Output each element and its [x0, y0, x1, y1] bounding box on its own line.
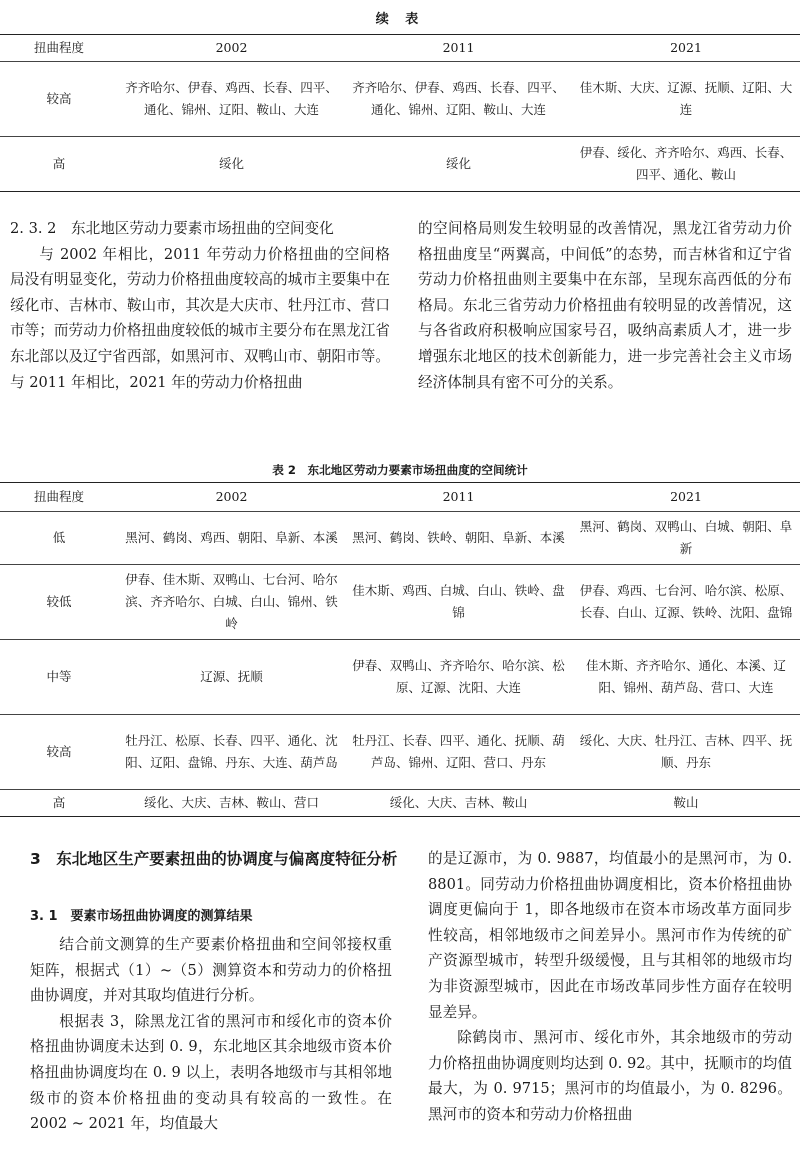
- city-list-cell: 伊春、鸡西、七台河、哈尔滨、松原、长春、白山、辽源、铁岭、沈阳、盘锦: [572, 565, 800, 640]
- paragraph: 结合前文测算的生产要素价格扭曲和空间邻接权重矩阵，根据式（1）~（5）测算资本和劳动力的价格扭曲协调度，并对其取均值进行分析。: [30, 936, 392, 1005]
- table-header-row: [0, 483, 800, 512]
- section-31-heading: 3. 1 要素市场扭曲协调度的测算结果: [30, 909, 253, 924]
- city-list-cell: 绥化: [445, 156, 471, 171]
- level-cell: 较高: [0, 715, 118, 790]
- table2: [0, 482, 800, 817]
- city-list-cell: 辽源、抚顺: [118, 640, 345, 715]
- paragraph: 的空间格局则发生较明显的改善情况，黑龙江省劳动力价格扭曲度呈“两翼高，中间低”的态势，而吉林省和辽宁省劳动力价格扭曲则主要集中在东部，呈现东高西低的分布格局。东北三省劳动力价格扭曲有较明显的改善情况，这与各省政府积极响应国家号召，吸纳高素质人才，进一步增强东北地区的技术创新能力，进一步完善社会主义市场经济体制具有密不可分的关系。: [418, 220, 792, 391]
- table-row: [0, 565, 800, 640]
- city-list-cell: 黑河、鹤岗、铁岭、朝阳、阜新、本溪: [345, 512, 572, 565]
- table-row: [0, 512, 800, 565]
- header-cell: 2011: [345, 483, 572, 512]
- header-cell: 2021: [572, 483, 800, 512]
- city-list-cell: 绥化、大庆、牡丹江、吉林、四平、抚顺、丹东: [572, 715, 800, 790]
- city-list-cell: 伊春、佳木斯、双鸭山、七台河、哈尔滨、齐齐哈尔、白城、白山、锦州、铁岭: [118, 565, 345, 640]
- header-cell: 2002: [118, 35, 345, 62]
- city-list-cell: 绥化、大庆、吉林、鞍山、营口: [143, 795, 319, 810]
- city-list-cell: 佳木斯、大庆、辽源、抚顺、辽阳、大连: [572, 62, 800, 137]
- city-list-cell: 绥化、大庆、吉林、鞍山: [389, 795, 528, 810]
- paragraph: 除鹤岗市、黑河市、绥化市外，其余地级市的劳动力价格扭曲协调度则均达到 0. 92。其中，抚顺市的均值最大，为 0. 9715；黑河市的均值最小，为 0. 8296。黑河市的资本和劳动力价格扭曲: [428, 1029, 792, 1123]
- city-list-cell: 佳木斯、鸡西、白城、白山、铁岭、盘锦: [345, 565, 572, 640]
- continued-table: [0, 34, 800, 192]
- paragraph: 根据表 3，除黑龙江省的黑河市和绥化市的资本价格扭曲协调度未达到 0. 9，东北地区其余地级市资本价格扭曲协调度均在 0. 9 以上，表明各地级市与其相邻地级市的资本价格扭曲的变动具有较高的一致性。在 2002 ~ 2021 年，均值最大: [30, 1012, 392, 1133]
- section-3-left-column: [30, 932, 392, 1137]
- table2-title: 表 2 东北地区劳动力要素市场扭曲度的空间统计: [272, 463, 528, 477]
- table-row: [0, 62, 800, 137]
- city-list-cell: 伊春、双鸭山、齐齐哈尔、哈尔滨、松原、辽源、沈阳、大连: [345, 640, 572, 715]
- header-cell: 2002: [118, 483, 345, 512]
- level-cell: 较高: [0, 62, 118, 137]
- level-cell: 低: [0, 512, 118, 565]
- table-row: [0, 640, 800, 715]
- table-row: [0, 715, 800, 790]
- table-row: [0, 790, 800, 817]
- header-cell: 2021: [572, 35, 800, 62]
- city-list-cell: 牡丹江、长春、四平、通化、抚顺、葫芦岛、锦州、辽阳、营口、丹东: [345, 715, 572, 790]
- table-header-row: [0, 35, 800, 62]
- level-cell: 高: [52, 156, 66, 171]
- paragraph: 与 2002 年相比，2011 年劳动力价格扭曲的空间格局没有明显变化，劳动力价格扭曲度较高的城市主要集中在绥化市、吉林市、鞍山市，其次是大庆市、牡丹江市、营口市等；而劳动力价格扭曲度较低的城市主要分布在黑龙江省东北部以及辽宁省西部，如黑河市、双鸭山市、朝阳市等。与 2011 年相比，2021 年的劳动力价格扭曲: [10, 245, 390, 391]
- city-list-cell: 佳木斯、齐齐哈尔、通化、本溪、辽阳、锦州、葫芦岛、营口、大连: [572, 640, 800, 715]
- level-cell: 高: [52, 795, 66, 810]
- level-cell: 较低: [0, 565, 118, 640]
- paragraph: 的是辽源市，为 0. 9887，均值最小的是黑河市，为 0. 8801。同劳动力价格扭曲协调度相比，资本价格扭曲协调度更偏向于 1，即各地级市在资本市场改革方面同步性较高，相邻地级市之间差异小。黑河市作为传统的矿产资源型城市，转型升级缓慢，且与其相邻的地级市均为非资源型城市，因此在市场改革同步性方面存在较明显差异。: [428, 850, 792, 1021]
- section-3-heading: 3 东北地区生产要素扭曲的协调度与偏离度特征分析: [30, 850, 398, 868]
- city-list-cell: 鞍山: [673, 795, 699, 810]
- section-232-left-column: [10, 216, 390, 395]
- header-cell: 扭曲程度: [0, 35, 118, 62]
- table-row: [0, 137, 800, 192]
- city-list-cell: 绥化: [218, 156, 244, 171]
- header-cell: 2011: [345, 35, 572, 62]
- continued-table-title: 续 表: [375, 12, 425, 27]
- city-list-cell: 齐齐哈尔、伊春、鸡西、长春、四平、通化、锦州、辽阳、鞍山、大连: [345, 62, 572, 137]
- city-list-cell: 伊春、绥化、齐齐哈尔、鸡西、长春、四平、通化、鞍山: [579, 145, 793, 182]
- city-list-cell: 牡丹江、松原、长春、四平、通化、沈阳、辽阳、盘锦、丹东、大连、葫芦岛: [118, 715, 345, 790]
- level-cell: 中等: [0, 640, 118, 715]
- section-232-right-column: [418, 216, 792, 395]
- section-heading: 2. 3. 2 东北地区劳动力要素市场扭曲的空间变化: [10, 220, 334, 237]
- city-list-cell: 黑河、鹤岗、双鸭山、白城、朝阳、阜新: [572, 512, 800, 565]
- city-list-cell: 齐齐哈尔、伊春、鸡西、长春、四平、通化、锦州、辽阳、鞍山、大连: [118, 62, 345, 137]
- header-cell: 扭曲程度: [0, 483, 118, 512]
- section-3-right-column: [428, 846, 792, 1128]
- city-list-cell: 黑河、鹤岗、鸡西、朝阳、阜新、本溪: [118, 512, 345, 565]
